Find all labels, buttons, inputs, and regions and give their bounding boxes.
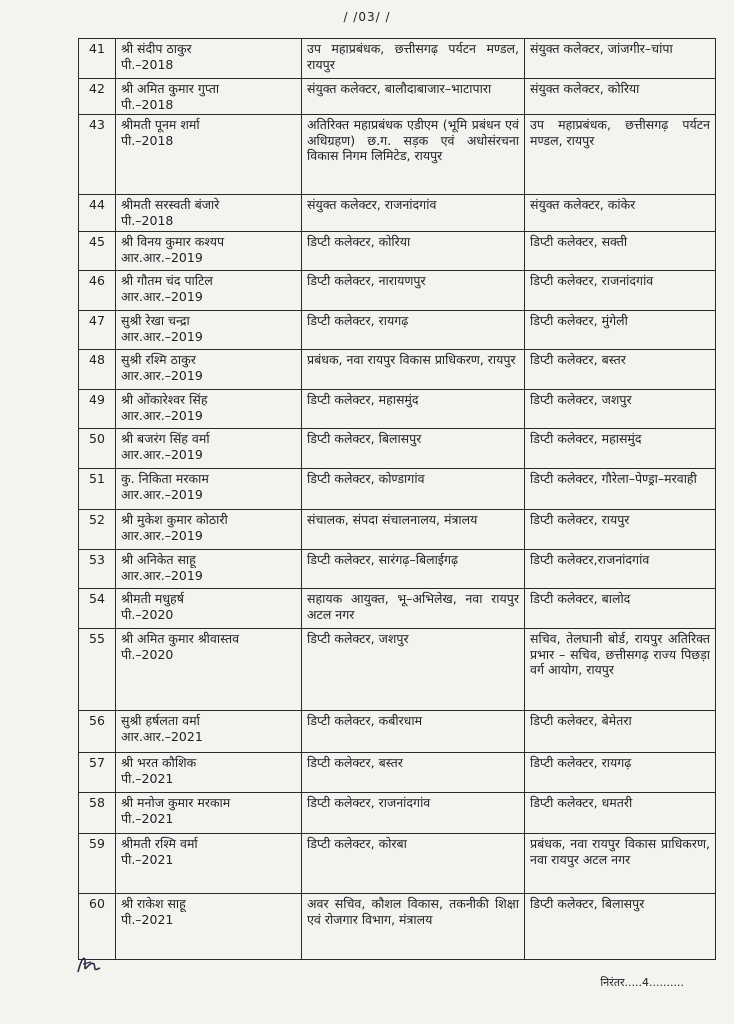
table-row bbox=[79, 894, 716, 960]
serial-number-cell: 55 bbox=[79, 629, 116, 711]
officer-batch: आर.आर.–2019 bbox=[121, 367, 203, 383]
current-posting-cell: डिप्टी कलेक्टर, जशपुर bbox=[302, 629, 525, 711]
current-posting-cell: अवर सचिव, कौशल विकास, तकनीकी शिक्षा एवं रोजगार विभाग, मंत्रालय bbox=[302, 894, 525, 960]
officer-batch: आर.आर.–2019 bbox=[121, 407, 203, 423]
current-posting-cell: डिप्टी कलेक्टर, सारंगढ़–बिलाईगढ़ bbox=[302, 550, 525, 589]
new-posting-cell: प्रबंधक, नवा रायपुर विकास प्राधिकरण, नवा रायपुर अटल नगर bbox=[525, 834, 716, 894]
serial-number-cell: 43 bbox=[79, 115, 116, 195]
new-posting-cell: डिप्टी कलेक्टर, बस्तर bbox=[525, 350, 716, 390]
table-row bbox=[79, 834, 716, 894]
current-posting-cell: डिप्टी कलेक्टर, नारायणपुर bbox=[302, 271, 525, 311]
officer-name: सुश्री रश्मि ठाकुर bbox=[121, 352, 196, 367]
table-row bbox=[79, 429, 716, 469]
current-posting-cell: संयुक्त कलेक्टर, राजनांदगांव bbox=[302, 195, 525, 232]
officer-cell bbox=[116, 39, 302, 79]
officer-batch: पी.–2018 bbox=[121, 96, 174, 112]
new-posting-cell: उप महाप्रबंधक, छत्तीसगढ़ पर्यटन मण्डल, रायपुर bbox=[525, 115, 716, 195]
officer-batch: आर.आर.–2019 bbox=[121, 288, 203, 304]
serial-number-cell: 52 bbox=[79, 510, 116, 550]
officer-batch: पी.–2020 bbox=[121, 606, 174, 622]
table-row bbox=[79, 550, 716, 589]
serial-number-cell: 48 bbox=[79, 350, 116, 390]
table-row bbox=[79, 79, 716, 115]
officer-cell bbox=[116, 115, 302, 195]
current-posting-cell: सहायक आयुक्त, भू–अभिलेख, नवा रायपुर अटल नगर bbox=[302, 589, 525, 629]
officer-cell bbox=[116, 894, 302, 960]
officer-name: श्री अमित कुमार श्रीवास्तव bbox=[121, 631, 240, 646]
table-row bbox=[79, 39, 716, 79]
current-posting-cell: डिप्टी कलेक्टर, बिलासपुर bbox=[302, 429, 525, 469]
new-posting-cell: संयुक्त कलेक्टर, कांकेर bbox=[525, 195, 716, 232]
officer-batch: पी.–2021 bbox=[121, 851, 174, 867]
new-posting-cell: सचिव, तेलघानी बोर्ड, रायपुर अतिरिक्त प्रभार – सचिव, छत्तीसगढ़ राज्य पिछड़ा वर्ग आयोग, रायपुर bbox=[525, 629, 716, 711]
current-posting-cell: डिप्टी कलेक्टर, कोरबा bbox=[302, 834, 525, 894]
officer-batch: आर.आर.–2019 bbox=[121, 527, 203, 543]
table-row bbox=[79, 589, 716, 629]
officer-name: श्री राकेश साहू bbox=[121, 896, 186, 911]
transfer-table bbox=[78, 38, 716, 960]
new-posting-cell: डिप्टी कलेक्टर, धमतरी bbox=[525, 793, 716, 834]
officer-name: श्री ओंकारेश्वर सिंह bbox=[121, 392, 208, 407]
officer-name: कु. निकिता मरकाम bbox=[121, 471, 209, 486]
officer-cell bbox=[116, 271, 302, 311]
current-posting-cell: डिप्टी कलेक्टर, रायगढ़ bbox=[302, 311, 525, 350]
officer-cell bbox=[116, 753, 302, 793]
new-posting-cell: डिप्टी कलेक्टर, रायपुर bbox=[525, 510, 716, 550]
new-posting-cell: संयुक्त कलेक्टर, जांजगीर–चांपा bbox=[525, 39, 716, 79]
table-row bbox=[79, 350, 716, 390]
current-posting-cell: डिप्टी कलेक्टर, कोरिया bbox=[302, 232, 525, 271]
officer-batch: पी.–2021 bbox=[121, 770, 174, 786]
officer-cell bbox=[116, 629, 302, 711]
officer-cell bbox=[116, 711, 302, 753]
current-posting-cell: संचालक, संपदा संचालनालय, मंत्रालय bbox=[302, 510, 525, 550]
officer-name: श्री अमित कुमार गुप्ता bbox=[121, 81, 220, 96]
table-row bbox=[79, 629, 716, 711]
officer-batch: आर.आर.–2019 bbox=[121, 567, 203, 583]
new-posting-cell: डिप्टी कलेक्टर, जशपुर bbox=[525, 390, 716, 429]
officer-cell bbox=[116, 350, 302, 390]
officer-cell bbox=[116, 429, 302, 469]
new-posting-cell: डिप्टी कलेक्टर, बालोद bbox=[525, 589, 716, 629]
new-posting-cell: डिप्टी कलेक्टर, बेमेतरा bbox=[525, 711, 716, 753]
officer-cell bbox=[116, 834, 302, 894]
officer-batch: आर.आर.–2019 bbox=[121, 486, 203, 502]
serial-number-cell: 54 bbox=[79, 589, 116, 629]
page-number: / /03/ / bbox=[343, 10, 391, 24]
serial-number-cell: 42 bbox=[79, 79, 116, 115]
new-posting-cell: डिप्टी कलेक्टर, मुंगेली bbox=[525, 311, 716, 350]
table-row bbox=[79, 195, 716, 232]
continued-note: निरंतर.....4.......... bbox=[600, 976, 684, 989]
officer-name: श्री संदीप ठाकुर bbox=[121, 41, 192, 56]
new-posting-cell: डिप्टी कलेक्टर, बिलासपुर bbox=[525, 894, 716, 960]
table-row bbox=[79, 711, 716, 753]
current-posting-cell: डिप्टी कलेक्टर, कोण्डागांव bbox=[302, 469, 525, 510]
current-posting-cell: डिप्टी कलेक्टर, बस्तर bbox=[302, 753, 525, 793]
serial-number-cell: 50 bbox=[79, 429, 116, 469]
officer-name: श्रीमती पूनम शर्मा bbox=[121, 117, 200, 132]
officer-batch: आर.आर.–2019 bbox=[121, 249, 203, 265]
officer-cell bbox=[116, 195, 302, 232]
officer-name: श्री मुकेश कुमार कोठारी bbox=[121, 512, 228, 527]
officer-cell bbox=[116, 550, 302, 589]
officer-batch: पी.–2018 bbox=[121, 212, 174, 228]
current-posting-cell: उप महाप्रबंधक, छत्तीसगढ़ पर्यटन मण्डल, रायपुर bbox=[302, 39, 525, 79]
table-row bbox=[79, 793, 716, 834]
new-posting-cell: डिप्टी कलेक्टर, महासमुंद bbox=[525, 429, 716, 469]
current-posting-cell: प्रबंधक, नवा रायपुर विकास प्राधिकरण, रायपुर bbox=[302, 350, 525, 390]
new-posting-cell: संयुक्त कलेक्टर, कोरिया bbox=[525, 79, 716, 115]
signature-mark bbox=[74, 950, 104, 980]
current-posting-cell: अतिरिक्त महाप्रबंधक एडीएम (भूमि प्रबंधन एवं अधिग्रहण) छ.ग. सड़क एवं अधोसंरचना विकास निगम लिमिटेड, रायपुर bbox=[302, 115, 525, 195]
table-row bbox=[79, 232, 716, 271]
table-row bbox=[79, 510, 716, 550]
officer-name: श्री मनोज कुमार मरकाम bbox=[121, 795, 231, 810]
new-posting-cell: डिप्टी कलेक्टर, राजनांदगांव bbox=[525, 271, 716, 311]
officer-name: श्री गौतम चंद पाटिल bbox=[121, 273, 213, 288]
officer-cell bbox=[116, 793, 302, 834]
officer-batch: आर.आर.–2019 bbox=[121, 328, 203, 344]
new-posting-cell: डिप्टी कलेक्टर, सक्ती bbox=[525, 232, 716, 271]
serial-number-cell: 58 bbox=[79, 793, 116, 834]
serial-number-cell: 57 bbox=[79, 753, 116, 793]
table-row bbox=[79, 753, 716, 793]
officer-cell bbox=[116, 469, 302, 510]
serial-number-cell: 51 bbox=[79, 469, 116, 510]
officer-cell bbox=[116, 232, 302, 271]
officer-name: श्री भरत कौशिक bbox=[121, 755, 197, 770]
table-row bbox=[79, 311, 716, 350]
officer-name: श्री बजरंग सिंह वर्मा bbox=[121, 431, 210, 446]
serial-number-cell: 45 bbox=[79, 232, 116, 271]
officer-batch: पी.–2018 bbox=[121, 132, 174, 148]
serial-number-cell: 49 bbox=[79, 390, 116, 429]
serial-number-cell: 44 bbox=[79, 195, 116, 232]
new-posting-cell: डिप्टी कलेक्टर,राजनांदगांव bbox=[525, 550, 716, 589]
officer-name: श्री अनिकेत साहू bbox=[121, 552, 196, 567]
officer-batch: पी.–2021 bbox=[121, 911, 174, 927]
current-posting-cell: डिप्टी कलेक्टर, महासमुंद bbox=[302, 390, 525, 429]
officer-name: श्रीमती रश्मि वर्मा bbox=[121, 836, 198, 851]
serial-number-cell: 41 bbox=[79, 39, 116, 79]
officer-batch: आर.आर.–2021 bbox=[121, 728, 203, 744]
officer-cell bbox=[116, 589, 302, 629]
table-row bbox=[79, 271, 716, 311]
officer-batch: पी.–2020 bbox=[121, 646, 174, 662]
new-posting-cell: डिप्टी कलेक्टर, रायगढ़ bbox=[525, 753, 716, 793]
officer-cell bbox=[116, 390, 302, 429]
serial-number-cell: 60 bbox=[79, 894, 116, 960]
officer-name: श्री विनय कुमार कश्यप bbox=[121, 234, 225, 249]
serial-number-cell: 47 bbox=[79, 311, 116, 350]
table-row bbox=[79, 469, 716, 510]
serial-number-cell: 56 bbox=[79, 711, 116, 753]
officer-batch: पी.–2018 bbox=[121, 56, 174, 72]
officer-batch: आर.आर.–2019 bbox=[121, 446, 203, 462]
new-posting-cell: डिप्टी कलेक्टर, गौरेला–पेण्ड्रा–मरवाही bbox=[525, 469, 716, 510]
officer-name: सुश्री हर्षलता वर्मा bbox=[121, 713, 200, 728]
serial-number-cell: 59 bbox=[79, 834, 116, 894]
current-posting-cell: डिप्टी कलेक्टर, राजनांदगांव bbox=[302, 793, 525, 834]
officer-name: सुश्री रेखा चन्द्रा bbox=[121, 313, 190, 328]
officer-name: श्रीमती मधुहर्ष bbox=[121, 591, 184, 606]
current-posting-cell: संयुक्त कलेक्टर, बालौदाबाजार–भाटापारा bbox=[302, 79, 525, 115]
table-row bbox=[79, 115, 716, 195]
current-posting-cell: डिप्टी कलेक्टर, कबीरधाम bbox=[302, 711, 525, 753]
officer-name: श्रीमती सरस्वती बंजारे bbox=[121, 197, 220, 212]
officer-cell bbox=[116, 79, 302, 115]
officer-batch: पी.–2021 bbox=[121, 810, 174, 826]
officer-cell bbox=[116, 510, 302, 550]
serial-number-cell: 53 bbox=[79, 550, 116, 589]
serial-number-cell: 46 bbox=[79, 271, 116, 311]
table-row bbox=[79, 390, 716, 429]
officer-cell bbox=[116, 311, 302, 350]
